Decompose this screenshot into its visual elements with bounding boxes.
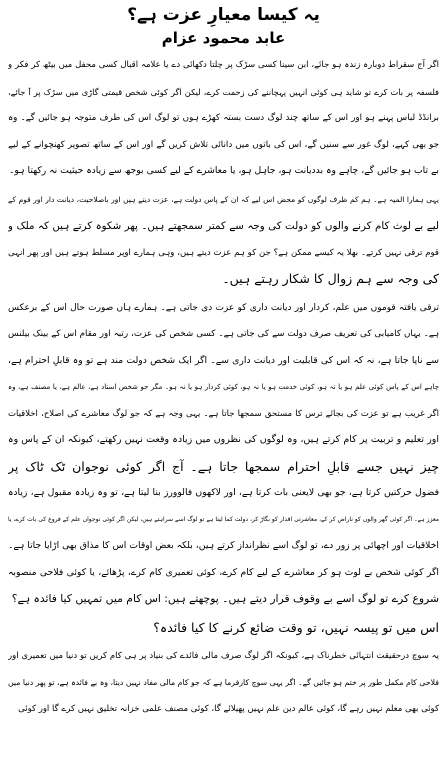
text-line: لیے بے لوث کام کرنے والوں کو دولت کی وجہ سے کمتر سمجھتے ہیں۔ پھر شکوہ کرتے ہیں کہ ملک و [8, 220, 439, 232]
text-line: شروع کرے تو لوگ اسے بے وقوف قرار دیتے ہیں۔ پوچھتے ہیں: اس کام میں تمہیں کیا فائدہ ہے؟ [11, 592, 439, 605]
text-line: اور تعلیم و تربیت پر کام کرتے ہیں، وہ لوگوں کی نظروں میں زیادہ وقعت نہیں رکھتے، کیونکہ ان کے پاس وہ [8, 434, 439, 445]
text-line: برانڈڈ لباس پہنے ہو اور اس کے ساتھ چند لوگ دست بستہ کھڑے ہوں تو لوگ اس کی طرف متوجہ ہو جائیں گے۔ وہ [8, 113, 439, 123]
text-line: فلسفہ پر بات کرے تو شاید ہی کوئی انہیں پہچاننے کی زحمت کرے، لیکن اگر کوئی شخص قیمتی گاڑی میں سڑک پر آ جائے، [8, 86, 439, 97]
paragraph [8, 295, 439, 613]
text-line: ترقی یافتہ قوموں میں علم، کردار اور دیانت داری کو عزت دی جاتی ہے۔ ہمارے ہاں صورت حال اس کے برعکس [8, 302, 439, 313]
text-line: یہی ہمارا المیہ ہے۔ ہم کم ظرف لوگوں کو محض اس لیے کہ ان کے پاس دولت ہے، عزت دیتے ہیں اور باصلاحیت، دیانت دار اور قوم کے [8, 194, 439, 204]
text-line: قوم ترقی نہیں کرتے۔ بھلا یہ کیسے ممکن ہے؟ جن کو ہم عزت دیتے ہیں، وہی ہمارے اوپر مسلط ہوتے ہیں اور پھر انہی [8, 247, 439, 258]
text-line: فضول حرکتیں کرتا ہے، جو بھی لایعنی بات کرتا ہے، اور لاکھوں فالوورز بنا لیتا ہے، تو وہ زیادہ مقبول ہے، زیادہ [8, 487, 439, 498]
article-title: یہ کیسا معیارِ عزت ہے؟ [127, 5, 320, 25]
paragraph [8, 187, 439, 293]
text-line: چیز نہیں جسے قابلِ احترام سمجھا جاتا ہے۔ آج اگر کوئی نوجوان ٹک ٹاک پر [8, 458, 439, 474]
text-line: چاہے اس کے پاس کوئی علم ہو یا نہ ہو، کوئی خدمت ہو یا نہ ہو، کوئی کردار ہو یا نہ ہو۔ مگر جو شخص استاد ہے، عالم ہے، یا مصنف ہے، وہ [8, 383, 439, 391]
text-line: اگر غریب ہے تو عزت کی بجائے ترس کا مستحق سمجھا جاتا ہے۔ یہی وجہ ہے کہ جو لوگ معاشرے کی اصلاح، اخلاقیات [8, 408, 439, 419]
text-line: ہے۔ یہاں کامیابی کی تعریف صرف دولت سے کی جاتی ہے۔ کسی شخص کی عزت، رتبہ اور مقام اس کے بینک بیلنس [8, 329, 439, 339]
text-line: اخلاقیات اور اچھائی پر زور دے، تو لوگ اسے نظرانداز کرتے ہیں، بلکہ بعض اوقات اس کا مذاق بھی اڑایا جاتا ہے۔ [8, 540, 439, 551]
paragraph [8, 52, 439, 185]
text-line: اگر آج سقراط دوبارہ زندہ ہو جائے، ابن سینا کسی سڑک پر چلتا دکھائی دے یا علامہ اقبال کسی محفل میں بیٹھ کر فکر و [8, 60, 439, 70]
text-line: معزز ہے۔ اگر کوئی گھر والوں کو ناراض کر کے، معاشرتی اقدار کو بگاڑ کر، دولت کما لیتا ہے تو لوگ اسے سراہتے ہیں، لیکن اگر کوئی نوجوان علم کے فروغ کی بات کرے، یا [8, 515, 439, 523]
text-line: اس میں تو پیسہ نہیں، تو وقت ضائع کرنے کا کیا فائدہ؟ [153, 619, 439, 635]
article-author: عابد محمود عزام [161, 29, 286, 47]
text-line: کوئی بھی معلم نہیں رہے گا، کوئی عالم دین علم نہیں پھیلائے گا، کوئی مصنف علمی خزانہ تخلیق نہیں کرے گا اور کوئی [18, 704, 439, 714]
paragraph [8, 615, 439, 642]
text-line: کی وجہ سے ہم زوال کا شکار رہتے ہیں۔ [222, 271, 439, 286]
text-line: فلاحی کام مکمل طور پر ختم ہو جائیں گے۔ اگر یہی سوچ کارفرما ہے کہ جو کام مالی مفاد نہیں دیتا، وہ بے فائدہ ہے، تو پھر دنیا میں [8, 677, 439, 687]
article-body [8, 52, 439, 723]
text-line: جو بھی کہے، لوگ غور سے سنیں گے، اس کی باتوں میں دانائی تلاش کریں گے اور اس کے ساتھ تصویر کھنچوانے کے لیے [8, 139, 439, 150]
paragraph [8, 643, 439, 723]
text-line: بے تاب ہو جائیں گے، چاہے وہ بددیانت ہو، جاہل ہو، یا معاشرے کے لیے کسی بوجھ سے زیادہ حیثیت نہ رکھتا ہو۔ [8, 165, 439, 176]
text-line: سے ناپا جاتا ہے، نہ کہ اس کی قابلیت اور دیانت داری سے۔ اگر ایک شخص دولت مند ہے تو وہ قابلِ احترام ہے، [8, 354, 439, 366]
text-line: اگر کوئی شخص بے لوث ہو کر معاشرے کے لیے کام کرے، کوئی تعمیری کام کرے، پڑھائے، یا کوئی فلاحی منصوبہ [8, 566, 439, 578]
text-line: یہ سوچ درحقیقت انتہائی خطرناک ہے، کیونکہ اگر لوگ صرف مالی فائدے کی بنیاد پر ہی کام کریں تو دنیا میں تعمیری اور [8, 651, 439, 661]
